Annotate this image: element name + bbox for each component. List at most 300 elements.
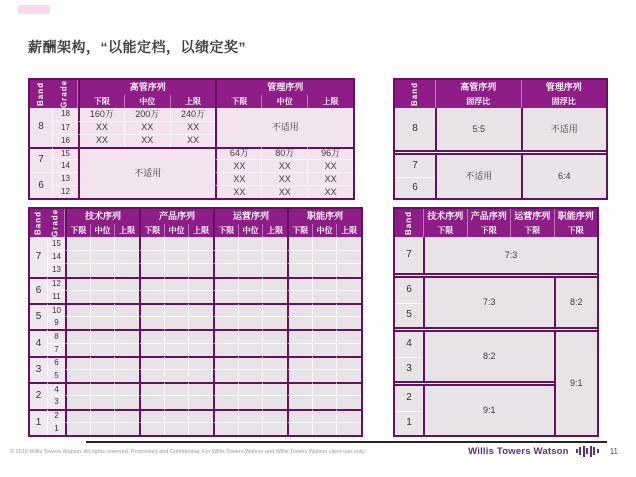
- data-cell: [164, 422, 189, 435]
- data-cell: [139, 422, 164, 435]
- grade-cell: 10: [47, 303, 65, 316]
- grade-cell: 2: [47, 409, 65, 422]
- header-cell: 下限: [65, 224, 90, 237]
- data-cell: 7:3: [423, 278, 554, 327]
- band-cell: 2: [395, 386, 423, 411]
- data-cell: 不适用: [78, 147, 215, 198]
- grade-cell: 4: [47, 382, 65, 395]
- data-cell: [336, 356, 361, 369]
- data-cell: 8:2: [423, 332, 554, 381]
- data-cell: 200万: [124, 108, 170, 121]
- data-cell: [287, 290, 312, 303]
- data-cell: [188, 237, 213, 250]
- data-cell: [139, 237, 164, 250]
- header-cell: 中位: [164, 224, 189, 237]
- header-cell: 管理序列: [215, 80, 353, 95]
- band-cell: 6: [30, 277, 47, 303]
- header-cell: 下限: [554, 224, 598, 237]
- data-cell: [164, 277, 189, 290]
- header-cell: 固浮比: [435, 95, 521, 108]
- data-cell: [164, 263, 189, 276]
- data-cell: [312, 316, 337, 329]
- data-cell: [139, 263, 164, 276]
- data-cell: [213, 329, 238, 342]
- header-cell: 管理序列: [521, 80, 607, 95]
- data-cell: [238, 250, 263, 263]
- data-cell: [336, 343, 361, 356]
- data-cell: [312, 395, 337, 408]
- data-cell: [164, 409, 189, 422]
- data-cell: [287, 343, 312, 356]
- data-cell: [188, 356, 213, 369]
- data-cell: [262, 316, 287, 329]
- data-cell: [188, 303, 213, 316]
- data-cell: [114, 250, 139, 263]
- data-cell: [262, 369, 287, 382]
- grade-cell: 3: [47, 395, 65, 408]
- fixed-variable-ratio-exec-mgmt-table: [393, 78, 608, 200]
- band-cell: 6: [30, 172, 52, 198]
- data-cell: [312, 250, 337, 263]
- data-cell: [262, 409, 287, 422]
- data-cell: [287, 356, 312, 369]
- grade-cell: 15: [52, 147, 78, 160]
- data-cell: [164, 303, 189, 316]
- data-cell: [238, 343, 263, 356]
- data-cell: [114, 409, 139, 422]
- header-cell: 下限: [213, 224, 238, 237]
- data-cell: [65, 369, 90, 382]
- data-cell: [287, 263, 312, 276]
- data-cell: [188, 263, 213, 276]
- data-cell: [336, 316, 361, 329]
- data-cell: [164, 290, 189, 303]
- data-cell: [188, 409, 213, 422]
- data-cell: 9:1: [554, 332, 598, 435]
- data-cell: [287, 422, 312, 435]
- data-cell: [188, 382, 213, 395]
- data-cell: [312, 422, 337, 435]
- data-cell: [65, 409, 90, 422]
- data-cell: [139, 395, 164, 408]
- data-cell: [114, 290, 139, 303]
- data-cell: 5:5: [435, 108, 521, 150]
- data-cell: [262, 290, 287, 303]
- data-cell: [312, 343, 337, 356]
- data-cell: [90, 343, 115, 356]
- data-cell: [336, 250, 361, 263]
- brand-area: [468, 445, 618, 457]
- salary-range-grade-grid-table: [28, 207, 363, 437]
- data-cell: XX: [261, 159, 307, 172]
- data-cell: [213, 409, 238, 422]
- data-cell: [114, 237, 139, 250]
- data-cell: [188, 250, 213, 263]
- header-cell: 职能序列: [554, 209, 598, 224]
- data-cell: [164, 343, 189, 356]
- data-cell: [65, 382, 90, 395]
- data-cell: [336, 422, 361, 435]
- data-cell: [65, 395, 90, 408]
- data-cell: [238, 303, 263, 316]
- data-cell: [238, 263, 263, 276]
- data-cell: XX: [170, 134, 216, 147]
- data-cell: [90, 422, 115, 435]
- data-cell: [287, 382, 312, 395]
- grade-cell: 15: [47, 237, 65, 250]
- data-cell: 80万: [261, 147, 307, 160]
- header-cell: 下限: [467, 224, 511, 237]
- data-cell: [238, 290, 263, 303]
- data-cell: [188, 369, 213, 382]
- data-cell: 不适用: [521, 108, 607, 150]
- data-cell: [164, 316, 189, 329]
- data-cell: [312, 409, 337, 422]
- data-cell: [336, 369, 361, 382]
- data-cell: [287, 369, 312, 382]
- data-cell: [164, 356, 189, 369]
- header-cell: 技术序列: [65, 209, 139, 224]
- band-cell: 1: [30, 409, 47, 435]
- data-cell: [90, 382, 115, 395]
- data-cell: XX: [261, 172, 307, 185]
- data-cell: [65, 277, 90, 290]
- data-cell: [65, 263, 90, 276]
- grade-cell: 16: [52, 134, 78, 147]
- data-cell: [114, 277, 139, 290]
- band-cell: 4: [395, 332, 423, 357]
- data-cell: [238, 277, 263, 290]
- data-cell: [188, 277, 213, 290]
- data-cell: [312, 277, 337, 290]
- data-cell: [90, 277, 115, 290]
- band-cell: 6: [395, 177, 435, 199]
- data-cell: [90, 329, 115, 342]
- data-cell: [213, 250, 238, 263]
- data-cell: [287, 277, 312, 290]
- header-cell: 高管序列: [435, 80, 521, 95]
- data-cell: [164, 395, 189, 408]
- data-cell: [312, 290, 337, 303]
- header-cell: 下限: [215, 95, 261, 108]
- data-cell: [238, 422, 263, 435]
- vertical-header-cell: Grade: [52, 80, 78, 108]
- header-cell: 上限: [307, 95, 353, 108]
- data-cell: [287, 409, 312, 422]
- band-cell: 3: [395, 357, 423, 382]
- header-cell: 产品序列: [139, 209, 213, 224]
- data-cell: [312, 369, 337, 382]
- data-cell: 不适用: [435, 155, 521, 198]
- data-cell: [139, 329, 164, 342]
- data-cell: [213, 237, 238, 250]
- vertical-header-cell: Grade: [47, 209, 65, 237]
- data-cell: [139, 316, 164, 329]
- data-cell: XX: [78, 121, 124, 134]
- data-cell: [188, 290, 213, 303]
- decoration-pink-mark: [18, 5, 50, 14]
- data-cell: [114, 303, 139, 316]
- data-cell: [213, 343, 238, 356]
- data-cell: [213, 290, 238, 303]
- band-cell: 8: [38, 121, 44, 133]
- data-cell: [287, 303, 312, 316]
- page-number: 11: [609, 446, 618, 456]
- footer-copyright: © 2016 Willis Towers Watson. All rights reserved. Proprietary and Confidential. For Willis Towers Watson and Willis Towers Watson client use only.: [10, 449, 365, 455]
- header-cell: 下限: [510, 224, 554, 237]
- grade-cell: 13: [47, 263, 65, 276]
- data-cell: XX: [124, 121, 170, 134]
- data-cell: [287, 316, 312, 329]
- data-cell: [262, 422, 287, 435]
- data-cell: [262, 382, 287, 395]
- data-cell: XX: [307, 185, 353, 198]
- header-cell: 产品序列: [467, 209, 511, 224]
- data-cell: [90, 369, 115, 382]
- data-cell: [238, 237, 263, 250]
- fixed-variable-ratio-grade-table: [393, 207, 599, 437]
- header-cell: 高管序列: [78, 80, 215, 95]
- data-cell: 96万: [307, 147, 353, 160]
- data-cell: [65, 343, 90, 356]
- data-cell: [90, 316, 115, 329]
- header-cell: 上限: [336, 224, 361, 237]
- header-cell: 运营序列: [510, 209, 554, 224]
- data-cell: [262, 250, 287, 263]
- data-cell: [139, 277, 164, 290]
- data-cell: [90, 237, 115, 250]
- grade-cell: 14: [47, 250, 65, 263]
- header-cell: 中位: [312, 224, 337, 237]
- grade-cell: 18: [52, 108, 78, 121]
- data-cell: [336, 329, 361, 342]
- data-cell: [65, 290, 90, 303]
- grade-cell: 17: [52, 121, 78, 134]
- data-cell: [188, 316, 213, 329]
- data-cell: [188, 422, 213, 435]
- data-cell: [213, 316, 238, 329]
- vertical-header-cell: Band: [395, 209, 423, 237]
- header-cell: 上限: [170, 95, 216, 108]
- data-cell: [336, 382, 361, 395]
- data-cell: [139, 369, 164, 382]
- data-cell: [213, 395, 238, 408]
- band-cell: 7: [395, 155, 435, 177]
- header-cell: 固浮比: [521, 95, 607, 108]
- data-cell: [114, 316, 139, 329]
- data-cell: [90, 303, 115, 316]
- data-cell: [90, 395, 115, 408]
- header-cell: 中位: [124, 95, 170, 108]
- data-cell: [139, 303, 164, 316]
- header-cell: 中位: [90, 224, 115, 237]
- data-cell: [287, 329, 312, 342]
- data-cell: [262, 395, 287, 408]
- data-cell: [336, 395, 361, 408]
- data-cell: [262, 356, 287, 369]
- data-cell: XX: [124, 134, 170, 147]
- data-cell: [312, 237, 337, 250]
- data-cell: 240万: [170, 108, 216, 121]
- data-cell: [164, 329, 189, 342]
- grade-cell: 14: [52, 159, 78, 172]
- grade-cell: 11: [47, 290, 65, 303]
- band-cell: 5: [30, 303, 47, 329]
- data-cell: [312, 303, 337, 316]
- data-cell: [114, 263, 139, 276]
- grade-cell: 7: [47, 343, 65, 356]
- band-cell: 1: [395, 411, 423, 436]
- band-cell: 6: [395, 278, 423, 303]
- brand-wordmark: Willis Towers Watson: [468, 445, 569, 457]
- header-cell: 职能序列: [287, 209, 361, 224]
- band-cell: 2: [30, 382, 47, 408]
- header-cell: 中位: [238, 224, 263, 237]
- data-cell: [336, 263, 361, 276]
- data-cell: [213, 303, 238, 316]
- data-cell: [139, 343, 164, 356]
- data-cell: [213, 263, 238, 276]
- data-cell: [262, 303, 287, 316]
- band-cell: 5: [395, 303, 423, 328]
- data-cell: [114, 343, 139, 356]
- data-cell: [139, 409, 164, 422]
- header-cell: 下限: [287, 224, 312, 237]
- wtw-bars-logo-icon: [576, 445, 599, 457]
- data-cell: XX: [78, 134, 124, 147]
- data-cell: [164, 237, 189, 250]
- header-cell: 下限: [139, 224, 164, 237]
- data-cell: [262, 237, 287, 250]
- data-cell: [312, 356, 337, 369]
- data-cell: [139, 356, 164, 369]
- data-cell: [213, 277, 238, 290]
- data-cell: [114, 382, 139, 395]
- data-cell: XX: [307, 172, 353, 185]
- data-cell: XX: [215, 172, 261, 185]
- data-cell: [65, 250, 90, 263]
- band-cell: 7: [35, 250, 42, 262]
- data-cell: [238, 382, 263, 395]
- grade-cell: 6: [47, 356, 65, 369]
- data-cell: [336, 237, 361, 250]
- data-cell: XX: [261, 185, 307, 198]
- data-cell: [262, 343, 287, 356]
- data-cell: [164, 250, 189, 263]
- grade-cell: 9: [47, 316, 65, 329]
- data-cell: [90, 250, 115, 263]
- data-cell: 6:4: [521, 155, 607, 198]
- data-cell: [90, 290, 115, 303]
- vertical-header-cell: Band: [395, 80, 435, 108]
- data-cell: 7:3: [423, 237, 597, 273]
- data-cell: [90, 263, 115, 276]
- data-cell: [238, 329, 263, 342]
- band-cell: 8: [395, 108, 435, 150]
- data-cell: [336, 290, 361, 303]
- data-cell: [238, 369, 263, 382]
- data-cell: [336, 303, 361, 316]
- data-cell: [65, 316, 90, 329]
- header-cell: 运营序列: [213, 209, 287, 224]
- data-cell: [188, 329, 213, 342]
- data-cell: [213, 382, 238, 395]
- data-cell: [65, 237, 90, 250]
- data-cell: [336, 409, 361, 422]
- vertical-header-cell: Band: [30, 209, 47, 237]
- data-cell: [188, 395, 213, 408]
- data-cell: 9:1: [423, 386, 554, 435]
- data-cell: [238, 356, 263, 369]
- header-cell: 下限: [78, 95, 124, 108]
- header-cell: 上限: [262, 224, 287, 237]
- slide-title: 薪酬架构，“以能定档，以绩定奖”: [28, 39, 246, 55]
- vertical-header-cell: Band: [30, 80, 52, 108]
- grade-cell: 8: [47, 329, 65, 342]
- grade-cell: 1: [47, 422, 65, 435]
- data-cell: [238, 409, 263, 422]
- band-cell: 7: [395, 237, 423, 273]
- data-cell: XX: [170, 121, 216, 134]
- footer-divider: [86, 441, 607, 443]
- grade-cell: 5: [47, 369, 65, 382]
- data-cell: [213, 422, 238, 435]
- data-cell: [238, 395, 263, 408]
- data-cell: [65, 303, 90, 316]
- data-cell: [312, 382, 337, 395]
- data-cell: XX: [307, 159, 353, 172]
- header-cell: 上限: [114, 224, 139, 237]
- header-cell: 中位: [261, 95, 307, 108]
- data-cell: [65, 329, 90, 342]
- band-cell: 7: [30, 147, 52, 173]
- data-cell: [164, 369, 189, 382]
- data-cell: 不适用: [215, 108, 353, 147]
- data-cell: [188, 343, 213, 356]
- header-cell: 上限: [188, 224, 213, 237]
- data-cell: XX: [215, 185, 261, 198]
- grade-cell: 12: [47, 277, 65, 290]
- data-cell: 64万: [215, 147, 261, 160]
- data-cell: [262, 277, 287, 290]
- data-cell: [90, 409, 115, 422]
- grade-cell: 13: [52, 172, 78, 185]
- header-cell: 技术序列: [423, 209, 467, 224]
- data-cell: [287, 250, 312, 263]
- data-cell: [262, 263, 287, 276]
- data-cell: [238, 316, 263, 329]
- data-cell: [213, 369, 238, 382]
- data-cell: [114, 422, 139, 435]
- data-cell: [336, 277, 361, 290]
- data-cell: [139, 382, 164, 395]
- data-cell: [164, 382, 189, 395]
- data-cell: [139, 250, 164, 263]
- data-cell: [287, 395, 312, 408]
- data-cell: [114, 356, 139, 369]
- data-cell: [262, 329, 287, 342]
- data-cell: [287, 237, 312, 250]
- band-cell: 3: [30, 356, 47, 382]
- data-cell: [312, 263, 337, 276]
- data-cell: [213, 356, 238, 369]
- band-cell: 4: [30, 329, 47, 355]
- salary-range-exec-mgmt-table: [28, 78, 355, 200]
- data-cell: [139, 290, 164, 303]
- data-cell: XX: [215, 159, 261, 172]
- data-cell: [114, 369, 139, 382]
- data-cell: [65, 356, 90, 369]
